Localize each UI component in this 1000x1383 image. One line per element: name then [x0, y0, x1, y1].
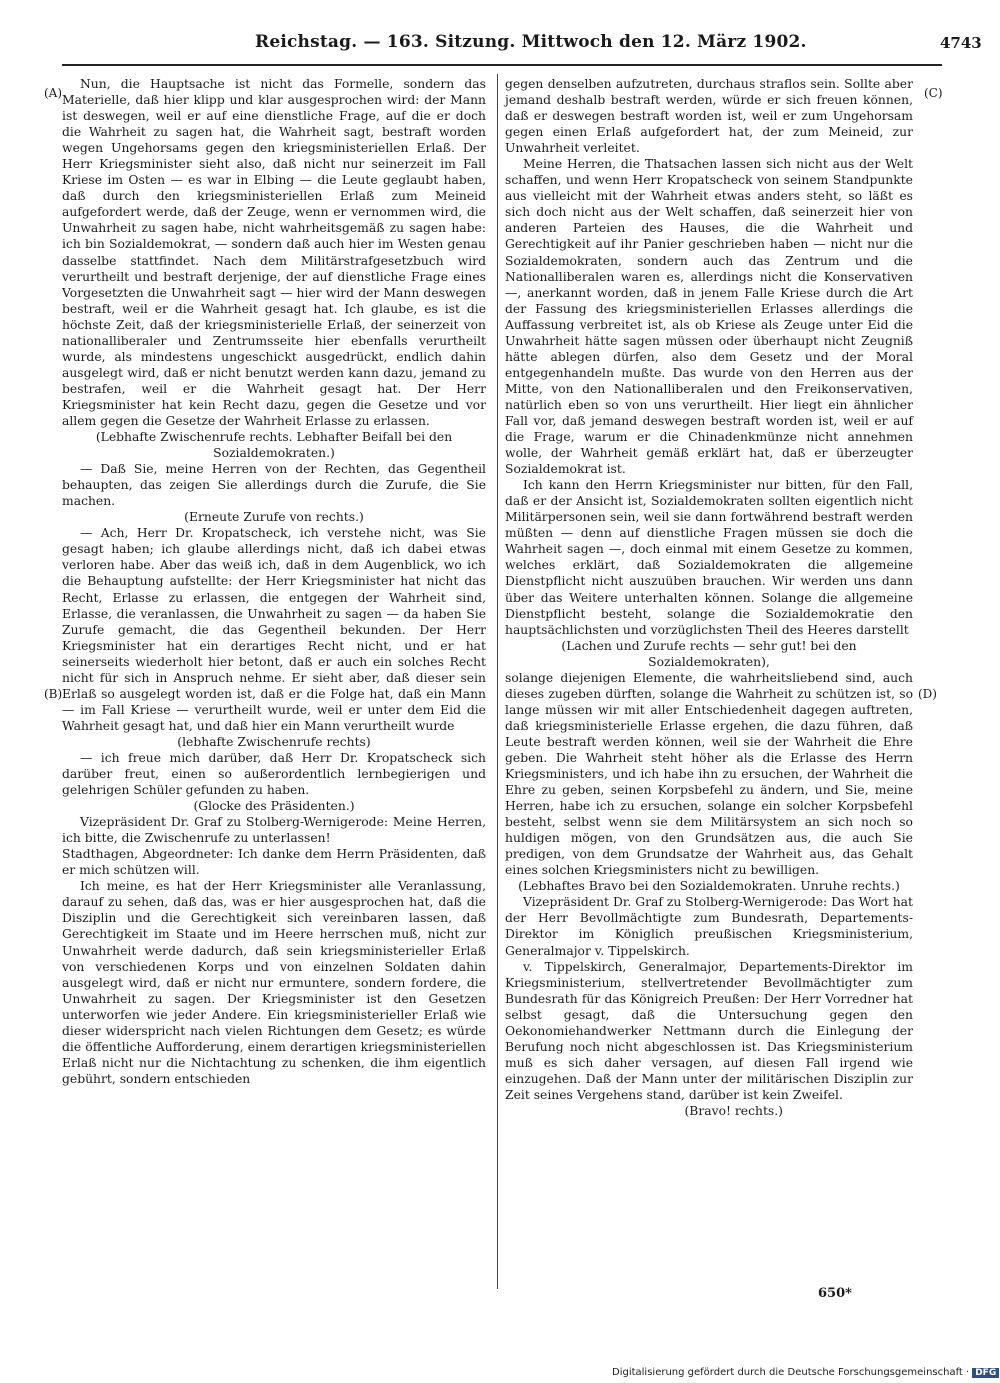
interjection: (Erneute Zurufe von rechts.)	[184, 510, 364, 525]
page-number: 4743	[940, 34, 982, 52]
paragraph: Ich kann den Herrn Kriegsminister nur bitten, für den Fall, daß er der Ansicht ist, Sozialdemokraten sollten eigentlich nicht Militärpersonen sein, weil sie dann fortwährend bestraft werden müßten — denn auf dienstliche Fragen müssen sie doch die Wahrheit sagen —, doch einmal mit einem Gesetze zu kommen, welches erklärt, daß Sozialdemokraten die allgemeine Dienstpflicht nicht auszuüben brauchen. Wir werden uns dann über das Weitere unterhalten können. Solange die allgemeine Dienstpflicht besteht, solange die Sozialdemokratie den hauptsächlichsten und vorzüglichsten Theil des Heeres darstellt	[505, 478, 913, 637]
speaker-paragraph: Vizepräsident Dr. Graf zu Stolberg-Wernigerode: Meine Herren, ich bitte, die Zwischenrufe zu unterlassen!	[62, 815, 486, 846]
paragraph: — ich freue mich darüber, daß Herr Dr. Kropatscheck sich darüber freut, einen so außerordentlich lernbegierigen und gelehrigen Schüler gefunden zu haben.	[62, 750, 486, 798]
footer-text: Digitalisierung gefördert durch die Deutsche Forschungsgemeinschaft ·	[612, 1367, 970, 1378]
margin-marker-a: (A)	[44, 86, 63, 100]
paragraph: Nun, die Hauptsache ist nicht das Formelle, sondern das Materielle, daß hier klipp und klar ausgesprochen wird: der Mann ist deswegen, weil er auf eine dienstliche Frage, auf die er doch die Wahrheit zu sagen hat, die Wahrheit sagt, bestraft worden wegen Ungehorsams gegen den kriegsministeriellen Erlaß. Der Herr Kriegsminister sieht also, daß nicht nur seinerzeit im Fall Kriese im Osten — es war in Elbing — die Leute geglaubt haben, daß durch den kriegsministeriellen Erlaß zum Meineid aufgefordert werde, daß der Zeuge, wenn er vernommen wird, die Unwahrheit zu sagen habe, nicht wahrheitsgemäß zu sagen habe: ich bin Sozialdemokrat, — sondern daß auch hier im Westen genau dasselbe stattfindet. Nach dem Militärstrafgesetzbuch wird verurtheilt und bestraft derjenige, der auf dienstliche Frage eines Vorgesetzten die Unwahrheit sagt — hier wird der Mann deswegen bestraft, weil er die Wahrheit gesagt hat. Ich glaube, es ist die höchste Zeit, daß der kriegsministerielle Erlaß, der seinerzeit von nationalliberaler und Zentrumsseite hier ebenfalls verurtheilt wurde, als mindestens ungeschickt ausgedrückt, endlich dahin ausgelegt wird, daß er nicht benutzt werden kann dazu, jemand zu bestrafen, weil er die Wahrheit gesagt hat. Der Herr Kriegsminister hat kein Recht dazu, gegen die Gesetze und vor allem gegen die Gesetze der Wahrheit Erlasse zu erlassen.	[62, 77, 486, 428]
footer	[612, 1367, 999, 1378]
margin-marker-c: (C)	[924, 86, 943, 100]
interjection: (lebhafte Zwischenrufe rechts)	[177, 734, 371, 749]
paragraph: Ich meine, es hat der Herr Kriegsminister alle Veranlassung, darauf zu sehen, daß das, was er hier ausgesprochen hat, daß die Disziplin und die Gerechtigkeit sich vereinbaren lassen, daß Gerechtigkeit im Staate und im Heere herrschen muß, nicht zur Unwahrheit werde dadurch, daß sein kriegsministerieller Erlaß von verschiedenen Korps und von einzelnen Soldaten dahin ausgelegt wird, daß er nicht nur ermuntere, sondern fordere, die Unwahrheit zu sagen. Der Kriegsminister ist den Gesetzen unterworfen wie jeder Andere. Ein kriegsministerieller Erlaß wie dieser widerspricht nach vielen Richtungen dem Gesetz; es würde die öffentliche Aufforderung, einem derartigen kriegsministeriellen Erlaß nicht nur die Nichtachtung zu schenken, die ihm eigentlich gebührt, sondern entschieden	[62, 879, 486, 1086]
paragraph: — Daß Sie, meine Herren von der Rechten, das Gegentheil behaupten, das zeigen Sie allerdings durch die Zurufe, die Sie machen.	[62, 462, 486, 509]
interjection: (Lebhaftes Bravo bei den Sozialdemokraten. Unruhe rechts.)	[518, 879, 900, 894]
paragraph: solange diejenigen Elemente, die wahrheitsliebend sind, auch dieses zugeben dürften, solange die Wahrheit zu schützen ist, so lange müssen wir mit aller Entschiedenheit dagegen auftreten, daß kriegsministerielle Erlasse ergehen, die dazu führen, daß Leute bestraft werden können, weil sie der Wahrheit die Ehre geben. Die Wahrheit steht höher als die Erlasse des Herrn Kriegsministers, und ich habe ihn zu ersuchen, der Wahrheit die Ehre zu geben, seinen Korpsbefehl zu ändern, und Sie, meine Herren, habe ich zu ersuchen, solange ein solcher Korpsbefehl besteht, selbst wenn sie dem Militärsystem an sich noch so huldigen mögen, von den Grundsätzen aus, die auch Sie predigen, von dem Grundsatze der Wahrheit aus, das Gehalt eines solchen Kriegsministers nicht zu bewilligen.	[505, 670, 913, 878]
interjection: (Bravo! rechts.)	[684, 1104, 783, 1118]
paragraph: — Ach, Herr Dr. Kropatscheck, ich verstehe nicht, was Sie gesagt haben; ich glaube allerdings nicht, daß ich dabei etwas verloren habe. Aber das weiß ich, daß in dem Augenblick, wo ich die Behauptung aufstellte: der Herr Kriegsminister hat nicht das Recht, Erlasse zu erlassen, die entgegen der Wahrheit sind, Erlasse, die veranlassen, die Unwahrheit zu sagen — da haben Sie Zurufe gemacht, die das Gegentheil bekunden. Der Herr Kriegsminister hat ein derartiges Recht nicht, und er hat seinerseits wiederholt hier betont, daß er auch ein solches Recht nicht für sich in Anspruch nehme. Er sieht aber, daß dieser sein Erlaß so ausgelegt worden ist, daß er die Folge hat, daß ein Mann — im Fall Kriese — verurtheilt wurde, weil er unter dem Eid die Wahrheit gesagt hat, und daß hier ein Mann verurtheilt wurde	[62, 526, 486, 733]
signature-mark: 650*	[818, 1286, 852, 1301]
paragraph: gegen denselben aufzutreten, durchaus straflos sein. Sollte aber jemand deshalb bestraft werden, würde er sich freuen können, daß er deswegen bestraft worden ist, weil er zum Ungehorsam gegen einen Erlaß aufgefordert hat, der zum Meineid, zur Unwahrheit verleitet.	[505, 77, 913, 156]
interjection: (Lachen und Zurufe rechts — sehr gut! bei den Sozialdemokraten),	[561, 638, 857, 669]
column-divider	[497, 74, 498, 1289]
left-column	[62, 76, 486, 1087]
right-column	[505, 76, 913, 1119]
speaker-paragraph: Stadthagen, Abgeordneter: Ich danke dem Herrn Präsidenten, daß er mich schützen will.	[62, 847, 486, 878]
margin-marker-b: (B)	[44, 687, 63, 701]
header-rule	[62, 64, 942, 66]
interjection: (Glocke des Präsidenten.)	[193, 799, 355, 814]
paragraph: Meine Herren, die Thatsachen lassen sich nicht aus der Welt schaffen, und wenn Herr Kropatscheck von seinem Standpunkte aus vielleicht mit der Wahrheit etwas anders steht, so läßt es sich doch nicht aus der Welt schaffen, daß seinerzeit hier von anderen Parteien des Hauses, die die Wahrheit und Gerechtigkeit auf ihr Panier geschrieben haben — nicht nur die Sozialdemokraten, sondern auch das Zentrum und die Nationalliberalen waren es, allerdings nicht die Konservativen —, anerkannt worden, daß in jenem Falle Kriese durch die Art der Fassung des kriegsministeriellen Erlasses allerdings die Auffassung verbreitet ist, als ob Kriese als Zeuge unter Eid die Unwahrheit hätte sagen müssen oder überhaupt nicht Zeugniß hätte ablegen dürfen, also dem Gesetz und der Moral entgegenhandeln mußte. Das wurde von den Herren aus der Mitte, von den Nationalliberalen und den Freikonservativen, natürlich eben so von uns verurtheilt. Hier liegt ein ähnlicher Fall vor, daß jemand deswegen bestraft worden ist, weil er auf die Frage, warum er die Chinadenkmünze nicht annehmen wolle, der Wahrheit gemäß erklärt hat, daß er überzeugter Sozialdemokrat ist.	[505, 157, 913, 477]
dfg-logo: DFG	[972, 1368, 999, 1378]
margin-marker-d: (D)	[918, 687, 937, 701]
speaker-paragraph: Vizepräsident Dr. Graf zu Stolberg-Wernigerode: Das Wort hat der Herr Bevollmächtigte zum Bundesrath, Departements-Direktor im Königlich preußischen Kriegsministerium, Generalmajor v. Tippelskirch.	[505, 895, 913, 958]
page-header: Reichstag. — 163. Sitzung. Mittwoch den 12. März 1902.	[255, 32, 807, 52]
speaker-paragraph: v. Tippelskirch, Generalmajor, Departements-Direktor im Kriegsministerium, stellvertretender Bevollmächtigter zum Bundesrath für das Königreich Preußen: Der Herr Vorredner hat selbst gesagt, daß die Untersuchung gegen den Oekonomiehandwerker Nettmann durch die Einlegung der Berufung noch nicht abgeschlossen ist. Das Kriegsministerium muß es sich daher versagen, auf diesen Fall irgend wie einzugehen. Daß der Mann unter der militärischen Disziplin zur Zeit seines Vergehens stand, darüber ist kein Zweifel.	[505, 959, 913, 1102]
interjection: (Lebhafte Zwischenrufe rechts. Lebhafter Beifall bei den Sozialdemokraten.)	[95, 430, 453, 461]
